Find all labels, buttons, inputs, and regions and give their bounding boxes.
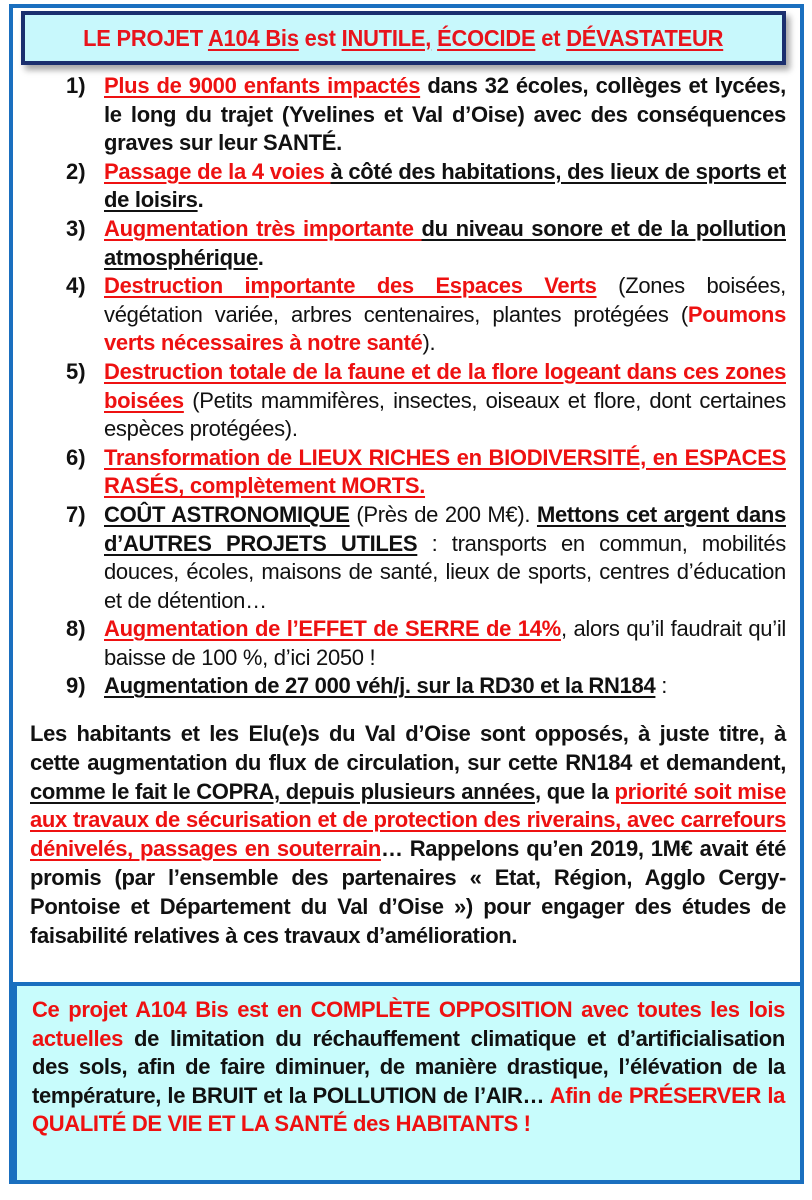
title-banner: [21, 11, 786, 65]
item-text: du niveau sonore et de la pollution atmosphérique: [104, 215, 786, 270]
title-inutile: INUTILE,: [341, 24, 432, 51]
item-highlight: Plus de 9000 enfants impactés: [104, 73, 421, 98]
item-highlight: Destruction totale de la faune et de la flore logeant dans ces zones boisées: [104, 358, 786, 413]
list-item-6: [66, 444, 786, 501]
list-item-4: [66, 272, 786, 358]
paragraph-text: Les habitants et les Elu(e)s du Val d’Oise sont opposés, à juste titre, à cette augmentation du flux de circulation, sur cette RN184 et demandent,: [30, 721, 786, 775]
conclusion-highlight: Ce projet A104 Bis est en COMPLÈTE OPPOSITION avec toutes les lois actuelles: [32, 997, 785, 1051]
item-tail: .: [257, 244, 264, 270]
list-item-7: [66, 501, 786, 615]
item-highlight-2: Mettons cet argent dans d’AUTRES PROJETS UTILES: [104, 501, 786, 556]
paragraph-text: , que la: [534, 778, 615, 804]
item-number: 1): [66, 73, 86, 98]
list-item-2: [66, 158, 786, 215]
list-item-3: [66, 215, 786, 272]
conclusion-box: [13, 982, 804, 1184]
conclusion-highlight-2: Afin de PRÉSERVER la QUALITÉ DE VIE ET LA SANTÉ des HABITANTS !: [32, 1082, 785, 1137]
title-devastateur: DÉVASTATEUR: [566, 24, 724, 51]
item-number: 9): [66, 673, 86, 699]
item-highlight: Destruction importante des Espaces Verts: [104, 273, 597, 299]
paragraph-underline: comme le fait le COPRA, depuis plusieurs années: [30, 778, 535, 804]
paragraph-highlight: priorité soit mise aux travaux de sécurisation et de protection des riverains, avec carrefours dénivelés, passages en souterrain: [30, 778, 787, 862]
item-text: (Petits mammifères, insectes, oiseaux et flore, dont certaines espèces protégées).: [104, 387, 786, 442]
item-number: 5): [66, 358, 86, 384]
residents-paragraph: [30, 720, 786, 950]
item-text: :: [655, 673, 668, 699]
list-item-1: [66, 72, 786, 158]
item-text: à côté des habitations, des lieux de sports et de loisirs: [104, 158, 786, 213]
item-highlight: COÛT ASTRONOMIQUE: [104, 501, 350, 527]
item-highlight: Augmentation de 27 000 véh/j. sur la RD30 et la RN184: [104, 673, 656, 699]
list-item-5: [66, 358, 786, 444]
list-item-9: [66, 672, 786, 701]
title-text: LE PROJET: [83, 24, 209, 51]
item-number: 2): [66, 158, 86, 184]
paragraph-text: … Rappelons qu’en 2019, 1M€ avait été promis (par l’ensemble des partenaires « Etat, Région, Agglo Cergy-Pontoise et Département du Val d’Oise ») pour engager des études de faisabilité relatives à ces travaux d’amélioration.: [30, 836, 786, 948]
item-highlight-2: Poumons verts nécessaires à notre santé: [104, 301, 786, 356]
item-text: (Zones boisées, végétation variée, arbres centenaires, plantes protégées (: [104, 273, 786, 327]
item-highlight: Augmentation de l’EFFET de SERRE de 14%: [104, 616, 561, 642]
item-number: 4): [66, 273, 86, 299]
conclusion-text: [32, 996, 785, 1139]
page-title: [83, 25, 723, 52]
arguments-list: [66, 72, 786, 701]
title-ecocide: ÉCOCIDE: [437, 24, 536, 51]
title-text: est: [299, 24, 342, 51]
item-number: 8): [66, 616, 86, 642]
title-project: A104 Bis: [208, 24, 300, 51]
item-highlight: Augmentation très importante: [104, 215, 422, 241]
title-text: et: [535, 24, 567, 51]
item-highlight: Passage de la 4 voies: [104, 158, 331, 184]
item-tail: ).: [422, 330, 436, 356]
item-text: (Près de 200 M€).: [349, 501, 537, 527]
conclusion-body: de limitation du réchauffement climatique et d’artificialisation des sols, afin de faire diminuer, de manière drastique, l’élévation de la température, le BRUIT et la POLLUTION de l’AIR…: [32, 1025, 785, 1108]
list-item-8: [66, 615, 786, 672]
item-number: 6): [66, 444, 86, 470]
item-text: , alors qu’il faudrait qu’il baisse de 100 %, d’ici 2050 !: [104, 616, 786, 670]
item-tail: .: [197, 187, 204, 213]
item-text: dans 32 écoles, collèges et lycées, le long du trajet (Yvelines et Val d’Oise) avec des conséquences graves sur leur SANTÉ.: [104, 73, 786, 156]
item-text-2: : transports en commun, mobilités douces, écoles, maisons de santé, lieux de sports, centres d’éducation et de détention…: [104, 530, 786, 613]
item-highlight: Transformation de LIEUX RICHES en BIODIVERSITÉ, en ESPACES RASÉS, complètement MORTS.: [104, 444, 786, 499]
item-number: 7): [66, 501, 86, 527]
item-number: 3): [66, 215, 86, 241]
